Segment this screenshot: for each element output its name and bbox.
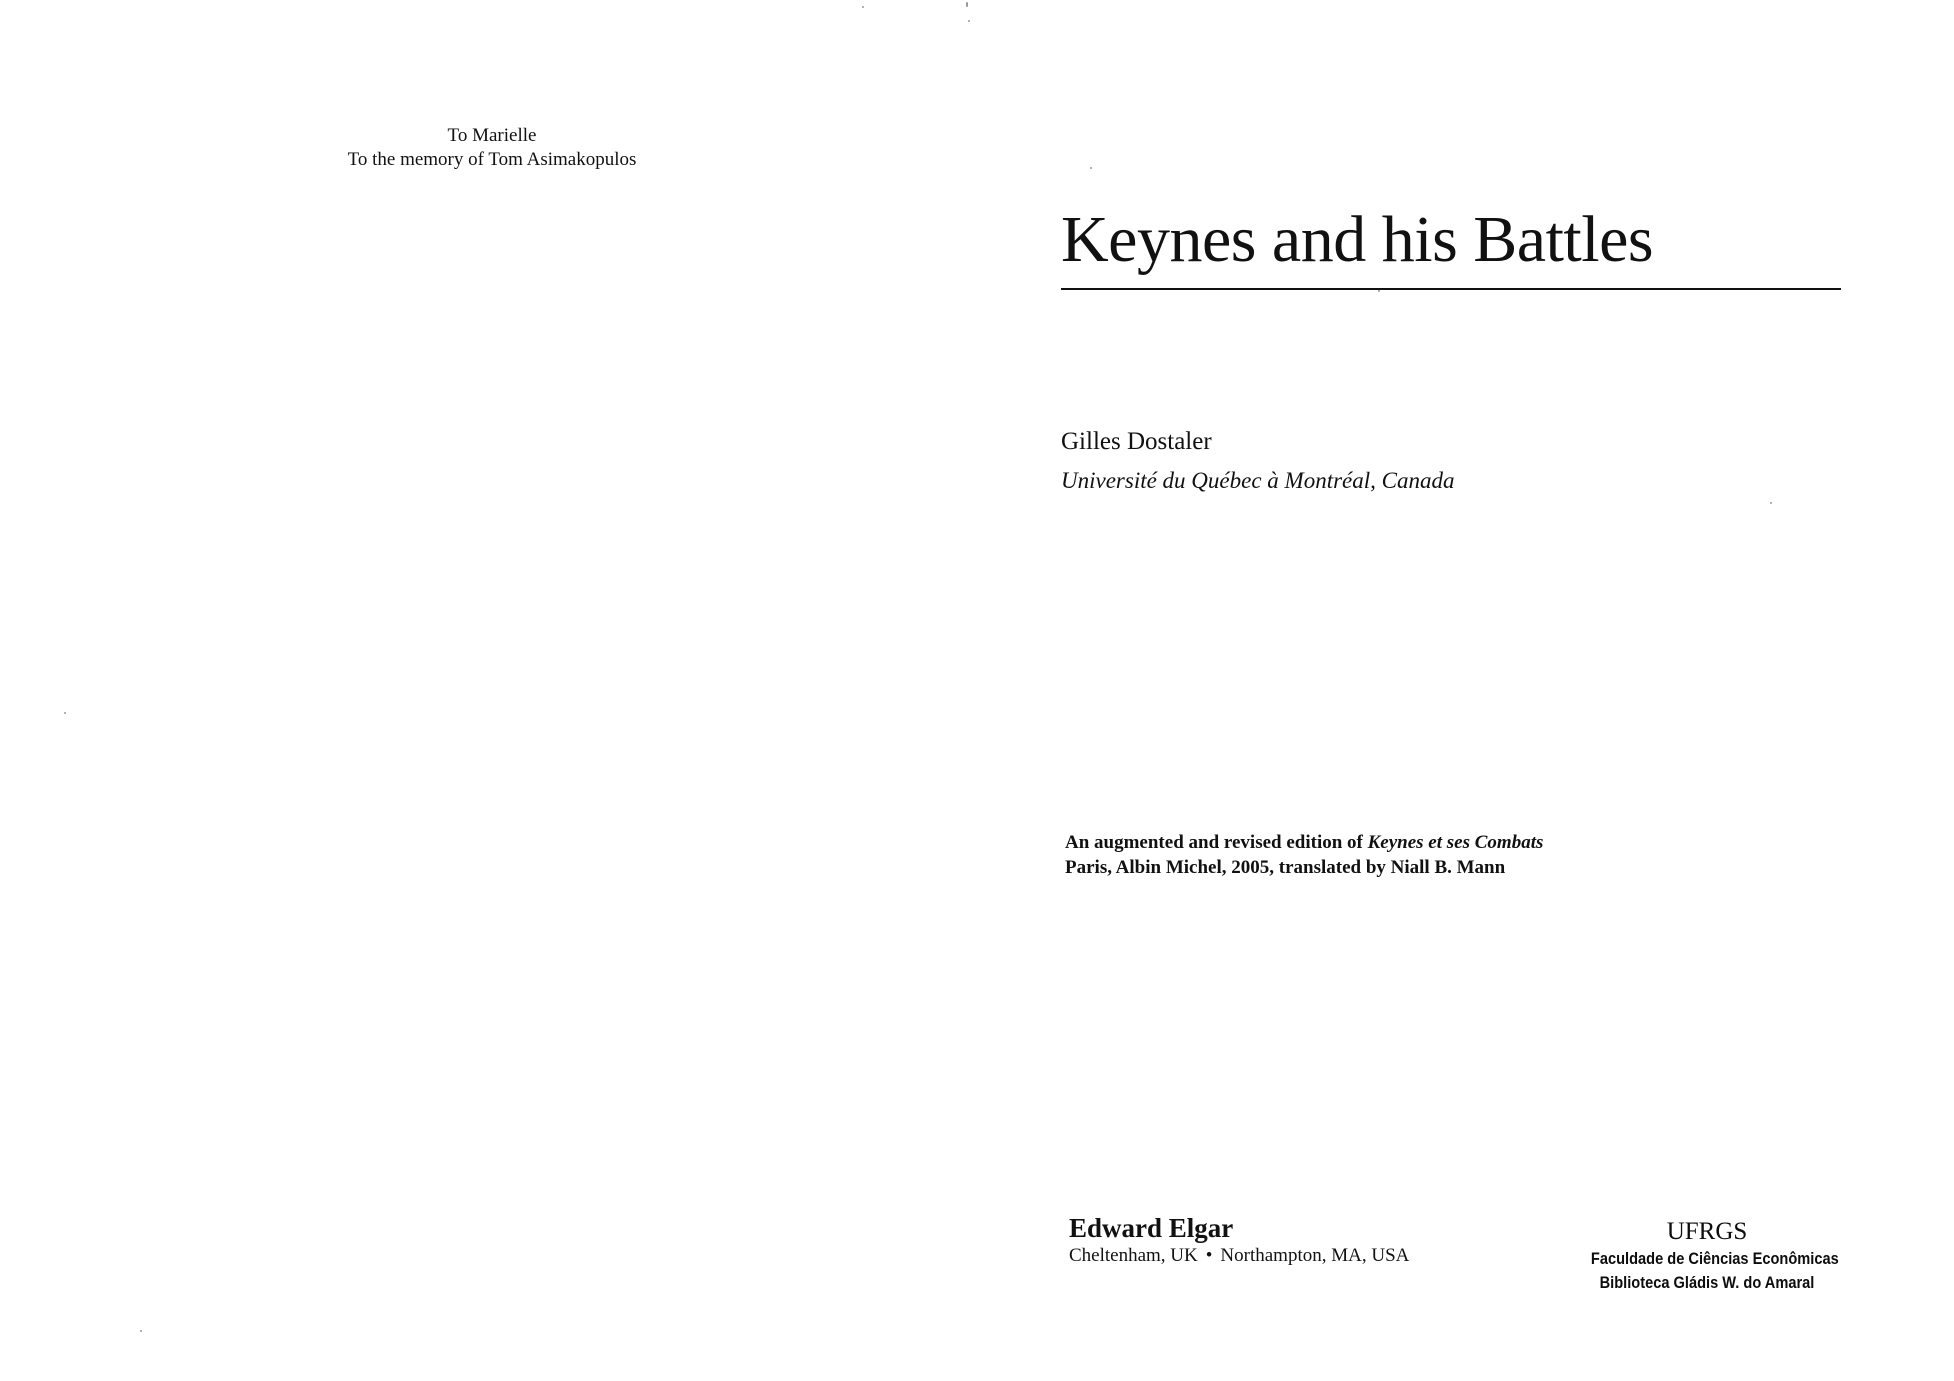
scan-speck (966, 2, 968, 7)
scan-speck (968, 20, 970, 22)
publisher-name: Edward Elgar (1069, 1213, 1234, 1243)
stamp-line-2: Biblioteca Gládis W. do Amaral (1599, 1273, 1815, 1292)
book-title: Keynes and his Battles (1061, 203, 1654, 276)
stamp-line-1: Faculdade de Ciências Econômicas (1590, 1249, 1839, 1268)
edition-line-1-prefix: An augmented and revised edition of (1065, 832, 1368, 853)
publisher-place-2: Northampton, MA, USA (1220, 1245, 1410, 1266)
scan-speck (1378, 290, 1380, 292)
library-stamp (1572, 1217, 1842, 1295)
publisher-place (1069, 1243, 1409, 1269)
edition-line-1 (1065, 830, 1543, 855)
scan-speck (1770, 502, 1772, 504)
author-affiliation: Université du Québec à Montréal, Canada (1061, 468, 1455, 493)
dedication-line-2: To the memory of Tom Asimakopulos (347, 149, 637, 170)
scan-speck (1090, 167, 1092, 169)
bullet-separator: • (1205, 1245, 1213, 1266)
author-name: Gilles Dostaler (1061, 428, 1212, 455)
dedication-line-1: To Marielle (447, 125, 537, 146)
stamp-org: UFRGS (1666, 1218, 1748, 1245)
edition-line-2: Paris, Albin Michel, 2005, translated by Niall B. Mann (1065, 857, 1506, 878)
title-rule (1061, 288, 1841, 290)
scan-speck (862, 6, 864, 8)
scan-speck (140, 1330, 142, 1332)
original-title: Keynes et ses Combats (1367, 832, 1544, 853)
publisher-place-1: Cheltenham, UK (1069, 1245, 1198, 1266)
dedication (300, 124, 684, 172)
scan-speck (64, 712, 66, 714)
edition-note (1065, 830, 1543, 880)
